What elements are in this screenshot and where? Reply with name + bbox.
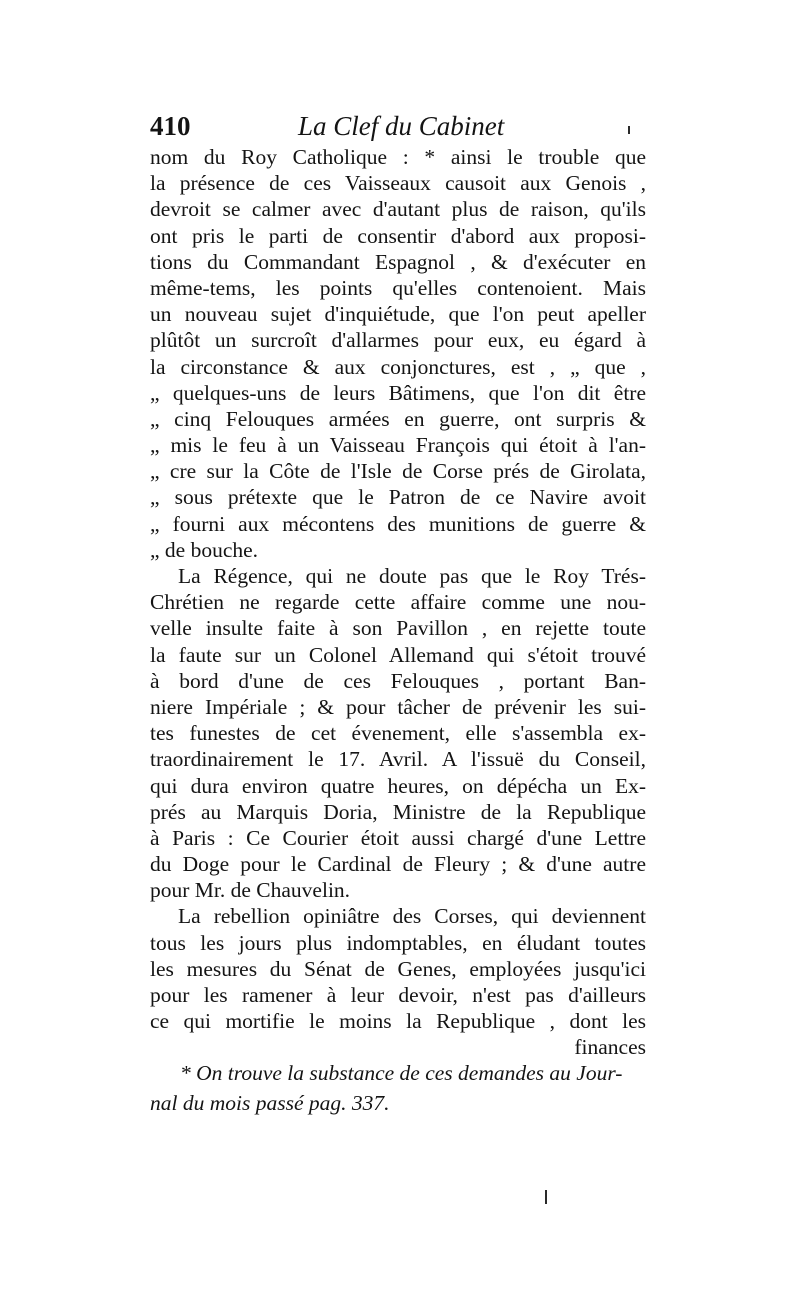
text-line: „ cre sur la Côte de l'Isle de Corse prés de Girolata,: [150, 459, 646, 484]
text-line: niere Impériale ; & pour tâcher de prévenir les sui-: [150, 694, 646, 719]
text-line: „ mis le feu à un Vaisseau François qui étoit à l'an-: [150, 433, 646, 458]
text-line: la présence de ces Vaisseaux causoit aux Genois ,: [150, 171, 646, 196]
text-line: nom du Roy Catholique : * ainsi le trouble que: [150, 145, 646, 169]
running-title: La Clef du Cabinet: [298, 111, 505, 141]
text-line: pour Mr. de Chauvelin.: [150, 878, 351, 903]
text-line: „ sous prétexte que le Patron de ce Navire avoit: [150, 485, 646, 510]
text-line: qui dura environ quatre heures, on dépécha un Ex-: [150, 773, 646, 798]
page-header: [150, 108, 650, 144]
text-line: prés au Marquis Doria, Ministre de la Republique: [150, 799, 646, 824]
text-line: „ fourni aux mécontens des munitions de guerre &: [150, 511, 646, 536]
text-line: la circonstance & aux conjonctures, est , „ que ,: [150, 354, 646, 379]
text-line: pour les ramener à leur devoir, n'est pas d'ailleurs: [150, 983, 646, 1007]
paragraph-start-line: La rebellion opiniâtre des Corses, qui deviennent: [178, 904, 646, 929]
catchword: finances: [574, 1035, 646, 1060]
footnote-line: * On trouve la substance de ces demandes au Jour-: [180, 1061, 623, 1085]
text-line: tes funestes de cet évenement, elle s'assembla ex-: [150, 721, 646, 746]
text-line: velle insulte faite à son Pavillon , en rejette toute: [150, 616, 646, 641]
page-number: 410: [150, 111, 191, 141]
text-line: traordinairement le 17. Avril. A l'issuë du Conseil,: [150, 747, 646, 772]
text-line: les mesures du Sénat de Genes, employées jusqu'ici: [150, 956, 646, 981]
footnote-line: nal du mois passé pag. 337.: [150, 1091, 390, 1115]
text-line: du Doge pour le Cardinal de Fleury ; & d'une autre: [150, 852, 646, 877]
text-line: la faute sur un Colonel Allemand qui s'étoit trouvé: [150, 642, 646, 667]
text-line: devroit se calmer avec d'autant plus de raison, qu'ils: [150, 197, 646, 222]
text-line: à Paris : Ce Courier étoit aussi chargé d'une Lettre: [150, 825, 646, 850]
text-line: Chrétien ne regarde cette affaire comme une nou-: [150, 590, 646, 615]
footnote: [150, 1058, 646, 1118]
text-line: même-tems, les points qu'elles contenoient. Mais: [150, 275, 646, 300]
text-line: „ cinq Felouques armées en guerre, ont surpris &: [150, 406, 646, 431]
scan-speck: [628, 126, 630, 134]
text-line: ont pris le parti de consentir d'abord aux proposi-: [150, 223, 646, 248]
text-line: „ quelques-uns de leurs Bâtimens, que l'on dit être: [150, 380, 646, 405]
paragraph-start-line: La Régence, qui ne doute pas que le Roy Trés-: [178, 564, 646, 588]
text-line: ce qui mortifie le moins la Republique , dont les: [150, 1009, 646, 1034]
text-line: plûtôt un surcroît d'allarmes pour eux, eu égard à: [150, 328, 646, 353]
text-line: un nouveau sujet d'inquiétude, que l'on peut apeller: [150, 302, 646, 327]
body-text: [150, 144, 646, 1061]
text-line: tous les jours plus indomptables, en éludant toutes: [150, 930, 646, 955]
scan-speck: [545, 1190, 547, 1204]
text-line: à bord d'une de ces Felouques , portant Ban-: [150, 668, 646, 693]
text-line: „ de bouche.: [150, 537, 259, 562]
text-line: tions du Commandant Espagnol , & d'exécuter en: [150, 249, 646, 274]
